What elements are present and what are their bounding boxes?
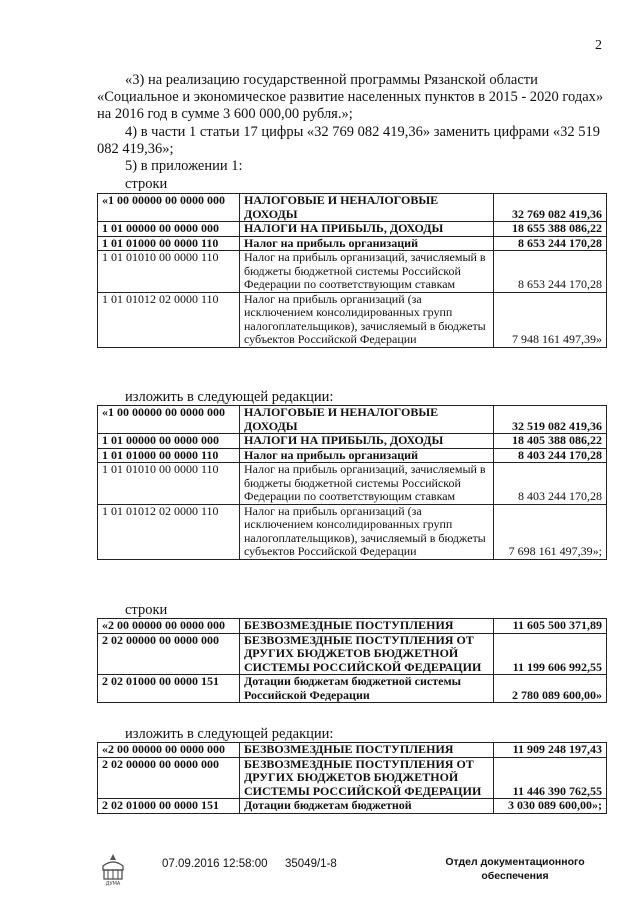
row-code: 1 01 01010 00 0000 110 [98, 251, 240, 293]
row-amount: 8 403 244 170,28 [494, 448, 607, 463]
row-name: НАЛОГИ НА ПРИБЫЛЬ, ДОХОДЫ [240, 222, 494, 237]
table-row [98, 222, 607, 237]
table-row [98, 406, 607, 434]
row-code: 2 02 01000 00 0000 151 [98, 799, 240, 814]
row-amount: 18 655 388 086,22 [494, 222, 607, 237]
row-code: «2 00 00000 00 0000 000 [98, 619, 240, 634]
table-row [98, 251, 607, 293]
row-code: 2 02 00000 00 0000 000 [98, 757, 240, 799]
row-code: 1 01 01012 02 0000 110 [98, 504, 240, 559]
row-name: БЕЗВОЗМЕЗДНЫЕ ПОСТУПЛЕНИЯ ОТ ДРУГИХ БЮДЖЕТОВ БЮДЖЕТНОЙ СИСТЕМЫ РОССИЙСКОЙ ФЕДЕРАЦИИ [240, 757, 494, 799]
table-row [98, 194, 607, 222]
row-amount: 32 769 082 419,36 [494, 194, 607, 222]
table-rows-new-tax [97, 405, 607, 560]
table-row [98, 292, 607, 347]
table-row [98, 434, 607, 449]
row-code: 1 01 01000 00 0000 110 [98, 448, 240, 463]
row-name: БЕЗВОЗМЕЗДНЫЕ ПОСТУПЛЕНИЯ [240, 743, 494, 758]
table-row [98, 504, 607, 559]
row-amount: 2 780 089 600,00» [494, 675, 607, 703]
row-code: «1 00 00000 00 0000 000 [98, 194, 240, 222]
table-row [98, 757, 607, 799]
label-replace-2: изложить в следующей редакции: [125, 726, 334, 742]
footer-doc-number: 35049/1-8 [285, 858, 337, 870]
row-code: 1 01 01012 02 0000 110 [98, 292, 240, 347]
row-name: Дотации бюджетам бюджетной [240, 799, 494, 814]
row-amount: 11 446 390 762,55 [494, 757, 607, 799]
row-amount: 32 519 082 419,36 [494, 406, 607, 434]
row-name: Налог на прибыль организаций, зачисляемый в бюджеты бюджетной системы Российской Федерации по соответствующим ставкам [240, 251, 494, 293]
table-row [98, 743, 607, 758]
label-rows-2: строки [125, 602, 168, 618]
table-row [98, 236, 607, 251]
row-amount: 8 403 244 170,28 [494, 463, 607, 505]
row-code: 1 01 01010 00 0000 110 [98, 463, 240, 505]
footer-department: Отдел документационного обеспечения [445, 856, 585, 882]
label-replace-1: изложить в следующей редакции: [125, 389, 334, 405]
logo-text: ДУМА [105, 881, 121, 886]
table-row [98, 633, 607, 675]
table-row [98, 675, 607, 703]
table-row [98, 448, 607, 463]
row-code: «2 00 00000 00 0000 000 [98, 743, 240, 758]
row-name: НАЛОГОВЫЕ И НЕНАЛОГОВЫЕ ДОХОДЫ [240, 406, 494, 434]
row-name: Налог на прибыль организаций [240, 236, 494, 251]
paragraph-article-17: 4) в части 1 статьи 17 цифры «32 769 082 419,36» заменить цифрами «32 519 082 419,36»; [97, 124, 600, 157]
paragraph-program: «3) на реализацию государственной программы Рязанской области «Социальное и экономическое развитие населенных пунктов в 2015 - 2020 годах» на 2016 год в сумме 3 600 000,00 рубля.»; [97, 72, 604, 122]
table-rows-new-grants [97, 742, 607, 814]
row-name: Налог на прибыль организаций (за исключением консолидированных групп налогоплательщиков), зачисляемый в бюджеты субъектов Российской Федерации [240, 292, 494, 347]
row-amount: 11 199 606 992,55 [494, 633, 607, 675]
row-amount: 11 909 248 197,43 [494, 743, 607, 758]
row-amount: 3 030 089 600,00»; [494, 799, 607, 814]
row-name: БЕЗВОЗМЕЗДНЫЕ ПОСТУПЛЕНИЯ ОТ ДРУГИХ БЮДЖЕТОВ БЮДЖЕТНОЙ СИСТЕМЫ РОССИЙСКОЙ ФЕДЕРАЦИИ [240, 633, 494, 675]
row-amount: 18 405 388 086,22 [494, 434, 607, 449]
duma-logo-icon [100, 852, 126, 886]
page-number: 2 [595, 38, 602, 53]
row-code: 2 02 01000 00 0000 151 [98, 675, 240, 703]
row-code: 1 01 00000 00 0000 000 [98, 434, 240, 449]
table-row [98, 619, 607, 634]
table-rows-old-grants [97, 618, 607, 703]
row-code: 1 01 01000 00 0000 110 [98, 236, 240, 251]
row-amount: 11 605 500 371,89 [494, 619, 607, 634]
row-name: Налог на прибыль организаций [240, 448, 494, 463]
row-name: НАЛОГИ НА ПРИБЫЛЬ, ДОХОДЫ [240, 434, 494, 449]
row-amount: 7 698 161 497,39»; [494, 504, 607, 559]
row-code: 2 02 00000 00 0000 000 [98, 633, 240, 675]
paragraph-appendix-1: 5) в приложении 1: [125, 158, 243, 174]
table-rows-old-tax [97, 193, 607, 348]
table-row [98, 463, 607, 505]
label-rows-1: строки [125, 176, 168, 192]
row-amount: 8 653 244 170,28 [494, 236, 607, 251]
footer-datetime: 07.09.2016 12:58:00 [162, 858, 268, 870]
row-code: 1 01 00000 00 0000 000 [98, 222, 240, 237]
row-code: «1 00 00000 00 0000 000 [98, 406, 240, 434]
row-amount: 8 653 244 170,28 [494, 251, 607, 293]
row-name: НАЛОГОВЫЕ И НЕНАЛОГОВЫЕ ДОХОДЫ [240, 194, 494, 222]
row-name: Налог на прибыль организаций (за исключением консолидированных групп налогоплательщиков), зачисляемый в бюджеты субъектов Российской Федерации [240, 504, 494, 559]
table-row [98, 799, 607, 814]
row-name: Налог на прибыль организаций, зачисляемый в бюджеты бюджетной системы Российской Федерации по соответствующим ставкам [240, 463, 494, 505]
row-name: БЕЗВОЗМЕЗДНЫЕ ПОСТУПЛЕНИЯ [240, 619, 494, 634]
row-name: Дотации бюджетам бюджетной системы Российской Федерации [240, 675, 494, 703]
row-amount: 7 948 161 497,39» [494, 292, 607, 347]
